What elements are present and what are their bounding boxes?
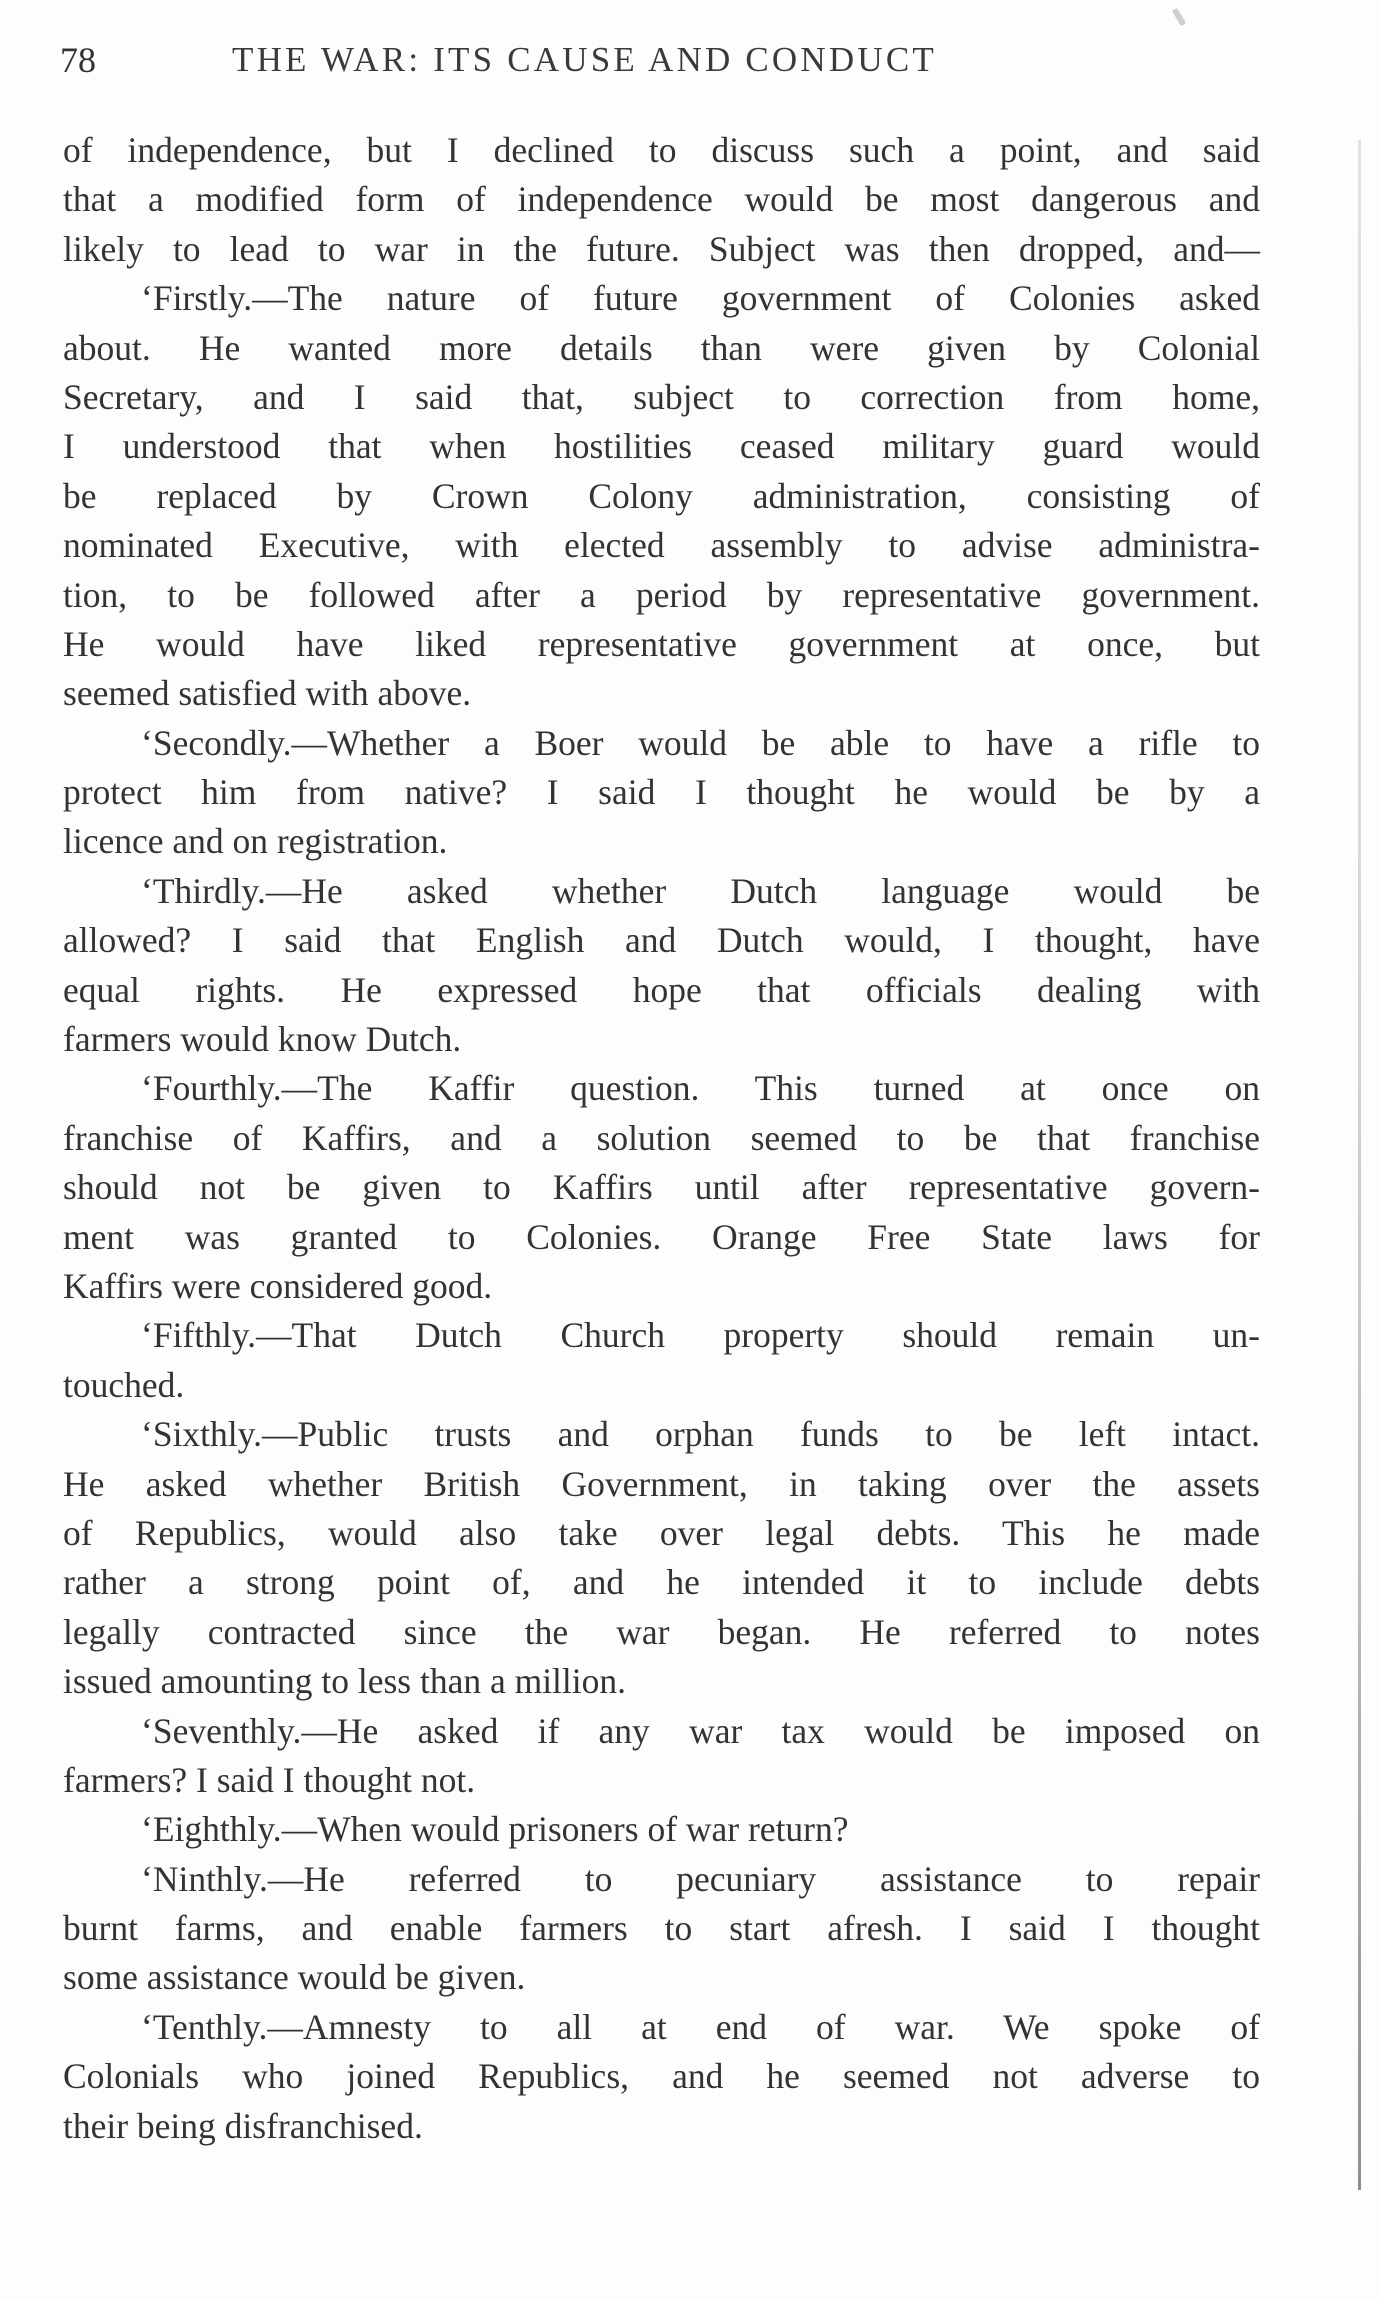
text-line: ‘Firstly.—The nature of future government of Colonies asked bbox=[141, 278, 1260, 319]
text-line: franchise of Kaffirs, and a solution seemed to be that franchise bbox=[63, 1117, 1260, 1158]
text-line: He asked whether British Government, in taking over the assets bbox=[63, 1463, 1260, 1504]
text-line: nominated Executive, with elected assembly to advise administra- bbox=[63, 525, 1260, 566]
text-line: farmers would know Dutch. bbox=[63, 1019, 462, 1060]
text-line: ‘Fifthly.—That Dutch Church property should remain un- bbox=[141, 1315, 1260, 1356]
text-line: licence and on registration. bbox=[63, 821, 448, 862]
text-line: some assistance would be given. bbox=[63, 1957, 526, 1998]
text-line: Kaffirs were considered good. bbox=[63, 1265, 493, 1306]
paragraph-eighthly bbox=[63, 1805, 1260, 1854]
paragraph-sixthly bbox=[63, 1410, 1260, 1706]
text-line: their being disfranchised. bbox=[63, 2105, 423, 2146]
text-line: He would have liked representative government at once, but bbox=[63, 623, 1260, 664]
text-line: protect him from native? I said I thought he would be by a bbox=[63, 772, 1260, 813]
text-line: equal rights. He expressed hope that officials dealing with bbox=[63, 969, 1260, 1010]
text-line: rather a strong point of, and he intended it to include debts bbox=[63, 1562, 1260, 1603]
text-line: ‘Tenthly.—Amnesty to all at end of war. We spoke of bbox=[141, 2006, 1260, 2047]
text-line: tion, to be followed after a period by representative government. bbox=[63, 574, 1260, 615]
paragraph-seventhly bbox=[63, 1707, 1260, 1806]
page-edge-line bbox=[1358, 140, 1361, 2190]
text-line: ‘Eighthly.—When would prisoners of war return? bbox=[141, 1809, 849, 1850]
text-line: of independence, but I declined to discuss such a point, and said bbox=[63, 130, 1260, 170]
text-line: Colonials who joined Republics, and he seemed not adverse to bbox=[63, 2056, 1260, 2097]
text-line: Secretary, and I said that, subject to correction from home, bbox=[63, 376, 1260, 417]
text-line: farmers? I said I thought not. bbox=[63, 1759, 476, 1800]
paragraph-fifthly bbox=[63, 1311, 1260, 1410]
paragraph-thirdly bbox=[63, 867, 1260, 1065]
paragraph-ninthly bbox=[63, 1855, 1260, 2003]
text-line: should not be given to Kaffirs until after representative govern- bbox=[63, 1167, 1260, 1208]
paragraph-tenthly bbox=[63, 2003, 1260, 2151]
text-line: touched. bbox=[63, 1364, 185, 1405]
text-line: of Republics, would also take over legal debts. This he made bbox=[63, 1512, 1260, 1553]
running-head bbox=[60, 40, 1080, 80]
text-line: seemed satisfied with above. bbox=[63, 673, 472, 714]
paragraph-intro bbox=[63, 126, 1260, 274]
text-line: I understood that when hostilities ceased military guard would bbox=[63, 426, 1260, 467]
paragraph-firstly bbox=[63, 274, 1260, 719]
text-line: issued amounting to less than a million. bbox=[63, 1661, 627, 1702]
text-line: ‘Secondly.—Whether a Boer would be able to have a rifle to bbox=[141, 722, 1260, 763]
text-line: ‘Seventhly.—He asked if any war tax would be imposed on bbox=[141, 1710, 1260, 1751]
page-number: 78 bbox=[60, 40, 96, 80]
text-line: about. He wanted more details than were given by Colonial bbox=[63, 327, 1260, 368]
paragraph-fourthly bbox=[63, 1064, 1260, 1311]
paragraph-secondly bbox=[63, 719, 1260, 867]
body-text bbox=[63, 126, 1260, 2151]
text-line: ‘Fourthly.—The Kaffir question. This turned at once on bbox=[141, 1068, 1260, 1109]
scan-speck bbox=[1172, 8, 1186, 27]
text-line: burnt farms, and enable farmers to start afresh. I said I thought bbox=[63, 1908, 1260, 1949]
text-line: ment was granted to Colonies. Orange Free State laws for bbox=[63, 1216, 1260, 1257]
text-line: legally contracted since the war began. He referred to notes bbox=[63, 1611, 1260, 1652]
text-line: allowed? I said that English and Dutch would, I thought, have bbox=[63, 920, 1260, 961]
text-line: ‘Ninthly.—He referred to pecuniary assistance to repair bbox=[141, 1858, 1260, 1899]
running-title: THE WAR: ITS CAUSE AND CONDUCT bbox=[232, 40, 937, 79]
text-line: ‘Sixthly.—Public trusts and orphan funds to be left intact. bbox=[141, 1414, 1260, 1455]
text-line: that a modified form of independence would be most dangerous and bbox=[63, 179, 1260, 220]
text-line: ‘Thirdly.—He asked whether Dutch language would be bbox=[141, 870, 1260, 911]
text-line: be replaced by Crown Colony administration, consisting of bbox=[63, 475, 1260, 516]
text-line: likely to lead to war in the future. Subject was then dropped, and— bbox=[63, 228, 1260, 269]
